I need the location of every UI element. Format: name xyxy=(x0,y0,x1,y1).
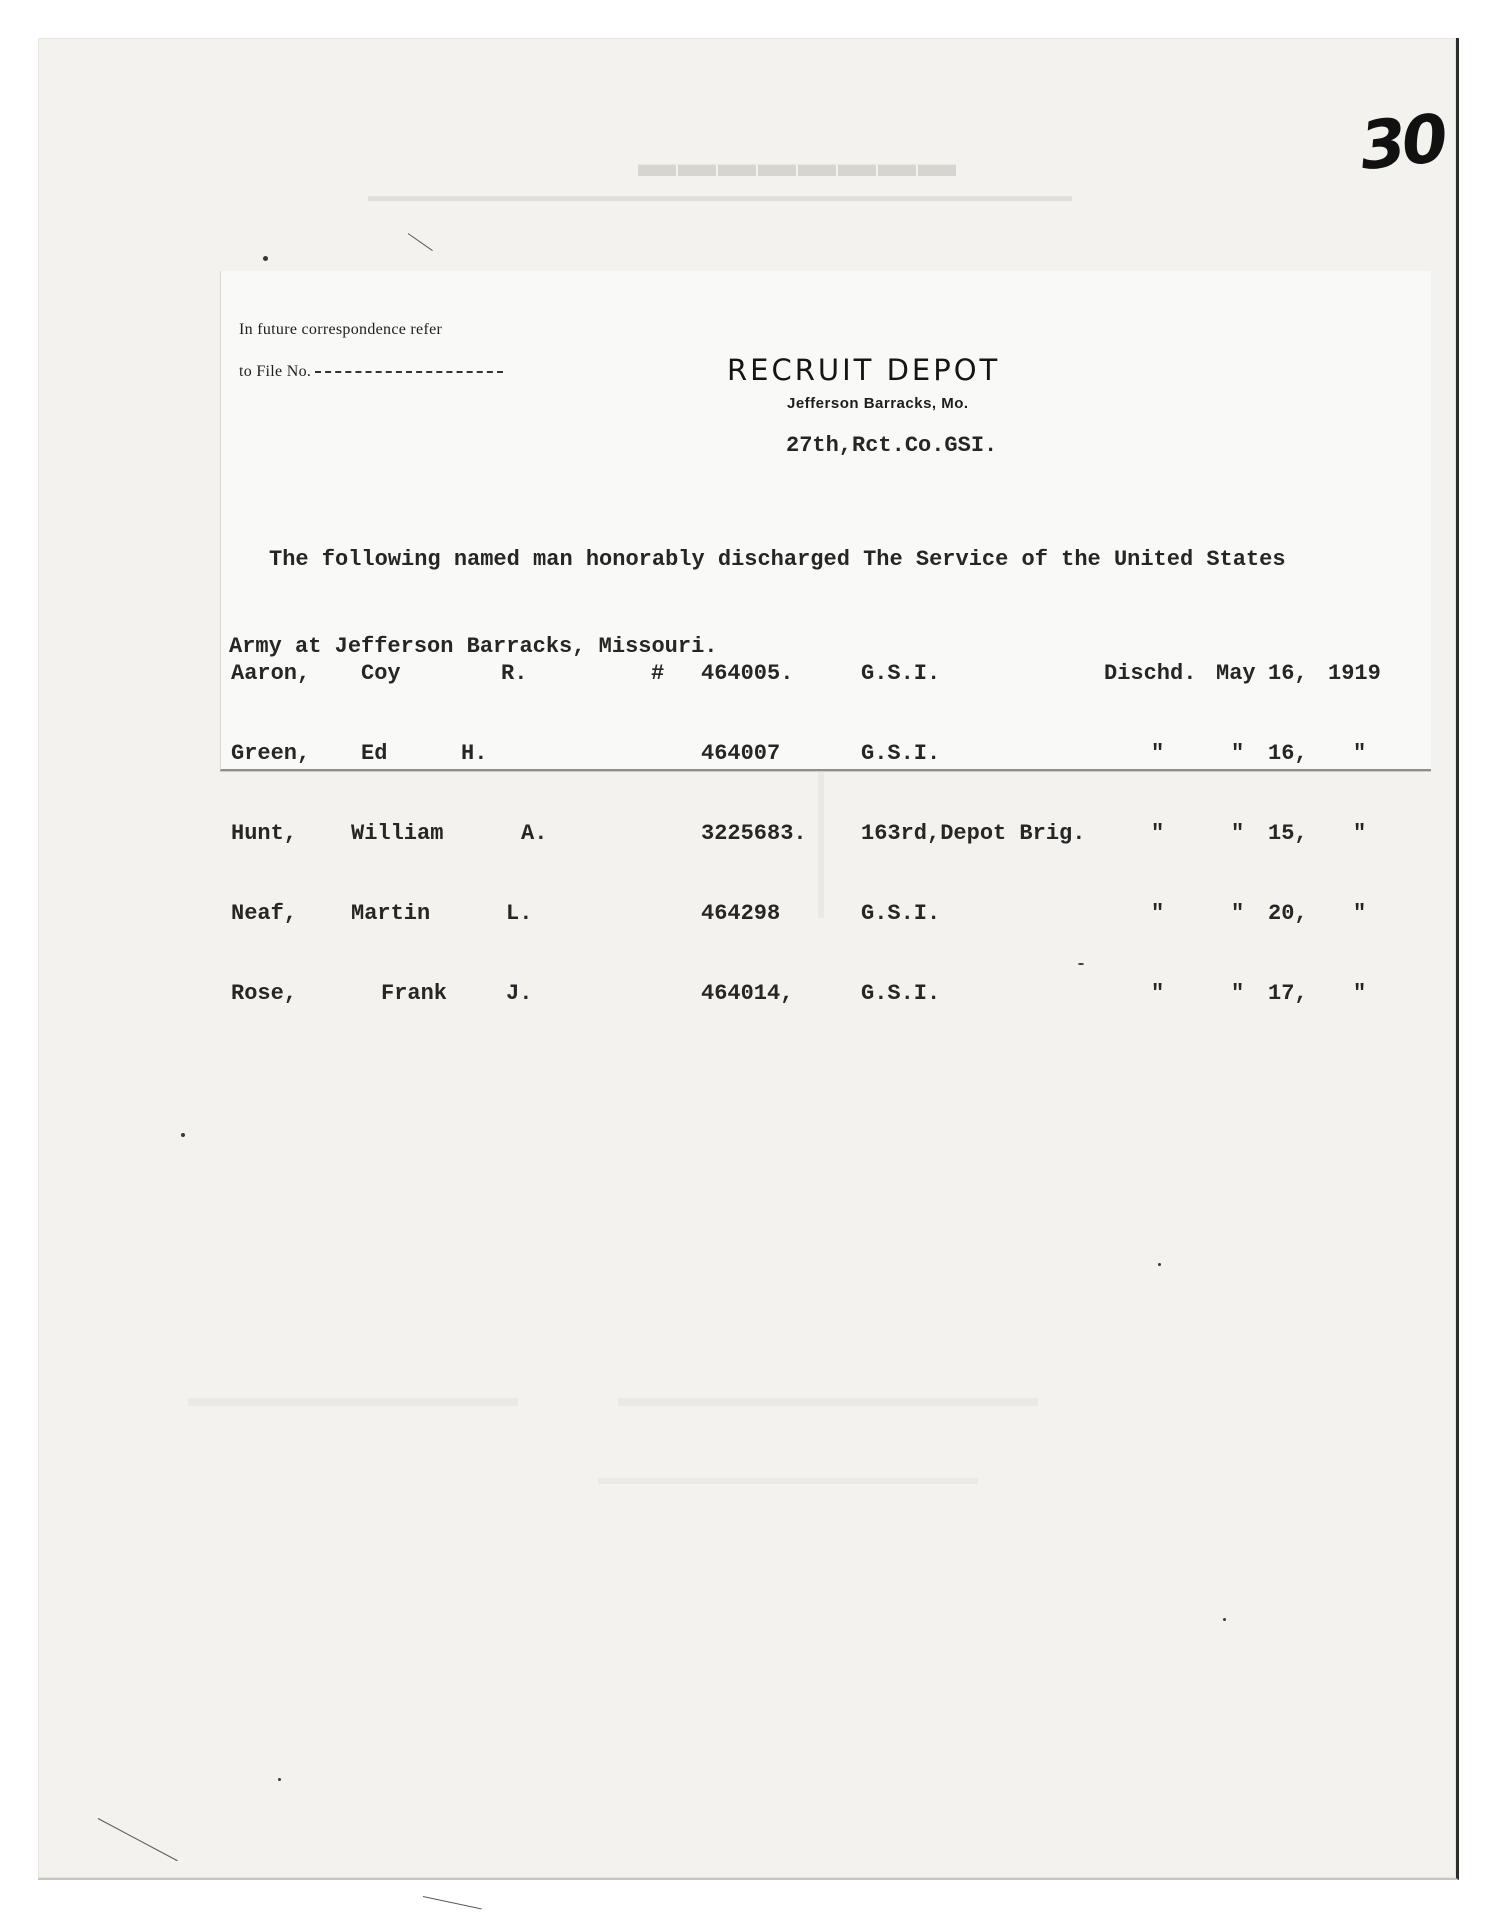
scan-speck xyxy=(278,1778,281,1781)
bleed-through-heading: ▬▬▬▬▬▬▬▬ xyxy=(638,143,958,185)
roster-row xyxy=(231,661,1427,691)
document-page xyxy=(38,38,1459,1880)
status: " xyxy=(1151,981,1165,1006)
bleed-through-text: ▬▬▬▬▬▬▬▬▬▬▬▬▬▬▬▬▬▬▬▬▬▬▬▬▬▬▬▬▬▬▬▬▬▬▬▬▬▬▬▬▬▬▬▬ xyxy=(368,188,1072,205)
roster-row xyxy=(231,901,1427,931)
year: " xyxy=(1353,901,1367,926)
last-name: Aaron, xyxy=(231,661,311,686)
middle-initial: R. xyxy=(501,661,528,686)
scan-scratch xyxy=(98,1818,178,1861)
scan-speck xyxy=(1158,1263,1161,1266)
bleed-through-block xyxy=(618,1398,1038,1406)
bleed-through-block xyxy=(598,1478,978,1484)
company-designation: 27th,Rct.Co.GSI. xyxy=(786,433,998,458)
middle-initial: L. xyxy=(506,901,533,926)
middle-initial: J. xyxy=(506,981,533,1006)
depot-title: RECRUIT DEPOT xyxy=(727,353,1001,387)
statement-line-1: The following named man honorably discharged The Service of the United States xyxy=(269,547,1286,572)
file-number-label: to File No. xyxy=(239,363,312,380)
roster-row xyxy=(231,821,1427,851)
scan-scratch xyxy=(408,233,433,251)
recruit-depot-slip xyxy=(220,271,1431,1006)
day: 16, xyxy=(1268,661,1308,686)
year: " xyxy=(1353,741,1367,766)
unit: G.S.I. xyxy=(861,741,941,766)
day: 17, xyxy=(1268,981,1308,1006)
day: 15, xyxy=(1268,821,1308,846)
serial-number: 464298 xyxy=(701,901,781,926)
month: " xyxy=(1231,981,1245,1006)
unit: G.S.I. xyxy=(861,661,941,686)
day: 20, xyxy=(1268,901,1308,926)
scan-scratch xyxy=(423,1896,482,1909)
roster-row xyxy=(231,981,1427,1011)
serial-number: 464005. xyxy=(701,661,794,686)
handwritten-page-number: 30 xyxy=(1356,99,1448,186)
scan-speck xyxy=(1223,1618,1226,1621)
year: " xyxy=(1353,981,1367,1006)
last-name: Green, xyxy=(231,741,311,766)
day: 16, xyxy=(1268,741,1308,766)
status: " xyxy=(1151,821,1165,846)
number-sign: # xyxy=(651,661,665,686)
month: " xyxy=(1231,821,1245,846)
roster-row xyxy=(231,741,1427,771)
month: May xyxy=(1216,661,1256,686)
discharge-roster xyxy=(231,611,1427,1061)
year: " xyxy=(1353,821,1367,846)
correspondence-note: In future correspondence refer xyxy=(239,321,443,338)
bleed-through-block xyxy=(188,1398,518,1406)
last-name: Neaf, xyxy=(231,901,298,926)
first-name: Martin xyxy=(351,901,431,926)
unit: G.S.I. xyxy=(861,981,941,1006)
serial-number: 464014, xyxy=(701,981,794,1006)
last-name: Rose, xyxy=(231,981,298,1006)
first-name: Ed xyxy=(361,741,388,766)
status: Dischd. xyxy=(1104,661,1197,686)
serial-number: 3225683. xyxy=(701,821,807,846)
status: " xyxy=(1151,741,1165,766)
middle-initial: H. xyxy=(461,741,488,766)
first-name: Frank xyxy=(381,981,448,1006)
unit: 163rd,Depot Brig. xyxy=(861,821,1086,846)
year: 1919 xyxy=(1328,661,1381,686)
first-name: Coy xyxy=(361,661,401,686)
month: " xyxy=(1231,741,1245,766)
month: " xyxy=(1231,901,1245,926)
depot-location: Jefferson Barracks, Mo. xyxy=(787,395,969,412)
file-number-blank xyxy=(315,371,503,373)
file-number-field xyxy=(239,363,503,381)
scan-speck xyxy=(1078,963,1084,965)
status: " xyxy=(1151,901,1165,926)
unit: G.S.I. xyxy=(861,901,941,926)
last-name: Hunt, xyxy=(231,821,298,846)
serial-number: 464007 xyxy=(701,741,781,766)
scan-speck xyxy=(181,1133,185,1137)
first-name: William xyxy=(351,821,444,846)
statement-line-2: Army at Jefferson Barracks, Missouri. xyxy=(229,634,718,659)
scan-speck xyxy=(263,256,268,261)
middle-initial: A. xyxy=(521,821,548,846)
